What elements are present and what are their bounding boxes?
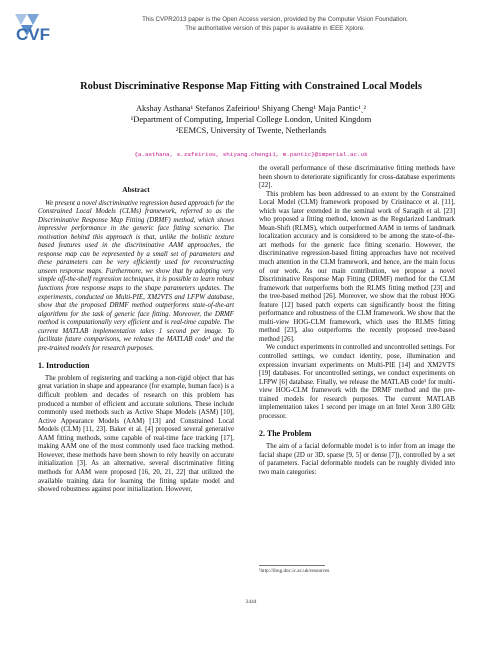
right-column [259, 165, 455, 477]
abstract-heading: Abstract [122, 185, 150, 194]
authors-line: Akshay Asthana¹ Stefanos Zafeiriou¹ Shiyang Cheng¹ Maja Pantic¹ˎ² [135, 104, 367, 113]
affiliation-2: ²EEMCS, University of Twente, Netherlands [175, 126, 327, 135]
intro-paragraph-3: We conduct experiments in controlled and uncontrolled settings. For controlled settings, we conduct identity, pose, illumination and expression invariant experiments on Multi-PIE [14] and XM2VTS [19] databases. For uncontrolled settings, we conduct experiments on LFPW [6] database. Finally, we release the MATLAB code¹ for multi-view HOG-CLM framework with the DRMF method and the pre-trained models for research purposes. The current MATLAB implementation takes 1 second per image on an Intel Xeon 3.80 GHz processor. [259, 344, 455, 420]
cvf-logo [13, 11, 57, 43]
footnote-rule [259, 565, 325, 566]
introduction-heading: 1. Introduction [38, 361, 90, 371]
footnote[interactable]: ¹http://ibug.doc.ic.ac.uk/resources [259, 568, 330, 574]
intro-paragraph-1: The problem of registering and tracking a non-rigid object that has great variation in shape and appearance (for example, human face) is a difficult problem and decades of research on this problem has produced a number of efficient and accurate solutions. These include commonly used methods such as Active Shape Models (ASM) [10], Active Appearance Models (AAM) [13] and Constrained Local Models (CLM) [11, 23]. Baker et al. [4] proposed several generative AAM fitting methods, some capable of real-time face tracking [17], making AAM one of the most commonly used face tracking method. However, these methods have been shown to rely heavily on accurate initialization [3]. As an alternative, several discriminative fitting methods for AAM were proposed [16, 20, 21, 22] that utilized the available training data for learning the fitting update model and showed robustness against poor initialization. However, [38, 374, 234, 494]
logo-text: CVF [16, 25, 50, 43]
author-block [0, 103, 502, 136]
author-emails[interactable]: {a.asthana, s.zafeiriou, shiyang.cheng11, m.pantic}@imperial.ac.uk [134, 151, 368, 158]
paper-title: Robust Discriminative Response Map Fitting with Constrained Local Models [80, 81, 422, 92]
problem-paragraph-1: The aim of a facial deformable model is to infer from an image the facial shape (2D or 3D, sparse [9, 5] or dense [7]), controlled by a set of parameters. Facial deformable models can be roughly divided into two main categories: [259, 442, 455, 476]
page-number: 3444 [245, 599, 257, 605]
banner-line-2: The authoritative version of this paper is available in IEEE Xplore. [185, 25, 365, 32]
problem-heading: 2. The Problem [259, 429, 312, 439]
affiliation-1: ¹Department of Computing, Imperial College London, United Kingdom [130, 115, 372, 124]
banner-line-1: This CVPR2013 paper is the Open Access version, provided by the Computer Vision Foundation. [142, 16, 408, 23]
open-access-banner [60, 15, 490, 33]
left-column [38, 186, 234, 495]
intro-paragraph-2: This problem has been addressed to an extent by the Constrained Local Model (CLM) framework proposed by Cristinacce et al. [11], which was later extended in the seminal work of Saragih et al. [23] who proposed a fitting method, known as the Regularized Landmark Mean-Shift (RLMS), which outperformed AAM in terms of landmark localization accuracy and is considered to be among the state-of-the-art methods for the generic face fitting scenario. However, the discriminative regression-based fitting approaches have not received much attention in the CLM framework, and hence, are the main focus of our work. As our main contribution, we propose a novel Discriminative Response Map Fitting (DRMF) method for the CLM framework that outperforms both the RLMS fitting method [23] and the tree-based method [26]. Moreover, we show that the robust HOG feature [12] based patch experts can significantly boost the fitting performance and robustness of the CLM framework. We show that the multi-view HOG-CLM framework, which uses the RLMS fitting method [23], also outperforms the recently proposed tree-based method [26]. [259, 190, 455, 343]
abstract-text: We present a novel discriminative regression based approach for the Constrained Local Models (CLMs) framework, referred to as the Discriminative Response Map Fitting (DRMF) method, which shows impressive performance in the generic face fitting scenario. The motivation behind this approach is that, unlike the holistic texture based features used in the discriminative AAM approaches, the response map can be represented by a small set of parameters and these parameters can be very efficiently used for reconstructing unseen response maps. Furthermore, we show that by adopting very simple off-the-shelf regression techniques, it is possible to learn robust functions from response maps to the shape parameters updates. The experiments, conducted on Multi-PIE, XM2VTS and LFPW database, show that the proposed DRMF method outperforms state-of-the-art algorithms for the task of generic face fitting. Moreover, the DRMF method is computationally very efficient and is real-time capable. The current MATLAB implementation takes 1 second per image. To facilitate future comparisons, we release the MATLAB code¹ and the pre-trained models for research purposes. [38, 199, 234, 352]
intro-paragraph-1-cont: the overall performance of these discriminative fitting methods have been shown to deteriorate significantly for cross-database experiments [22]. [259, 165, 455, 190]
